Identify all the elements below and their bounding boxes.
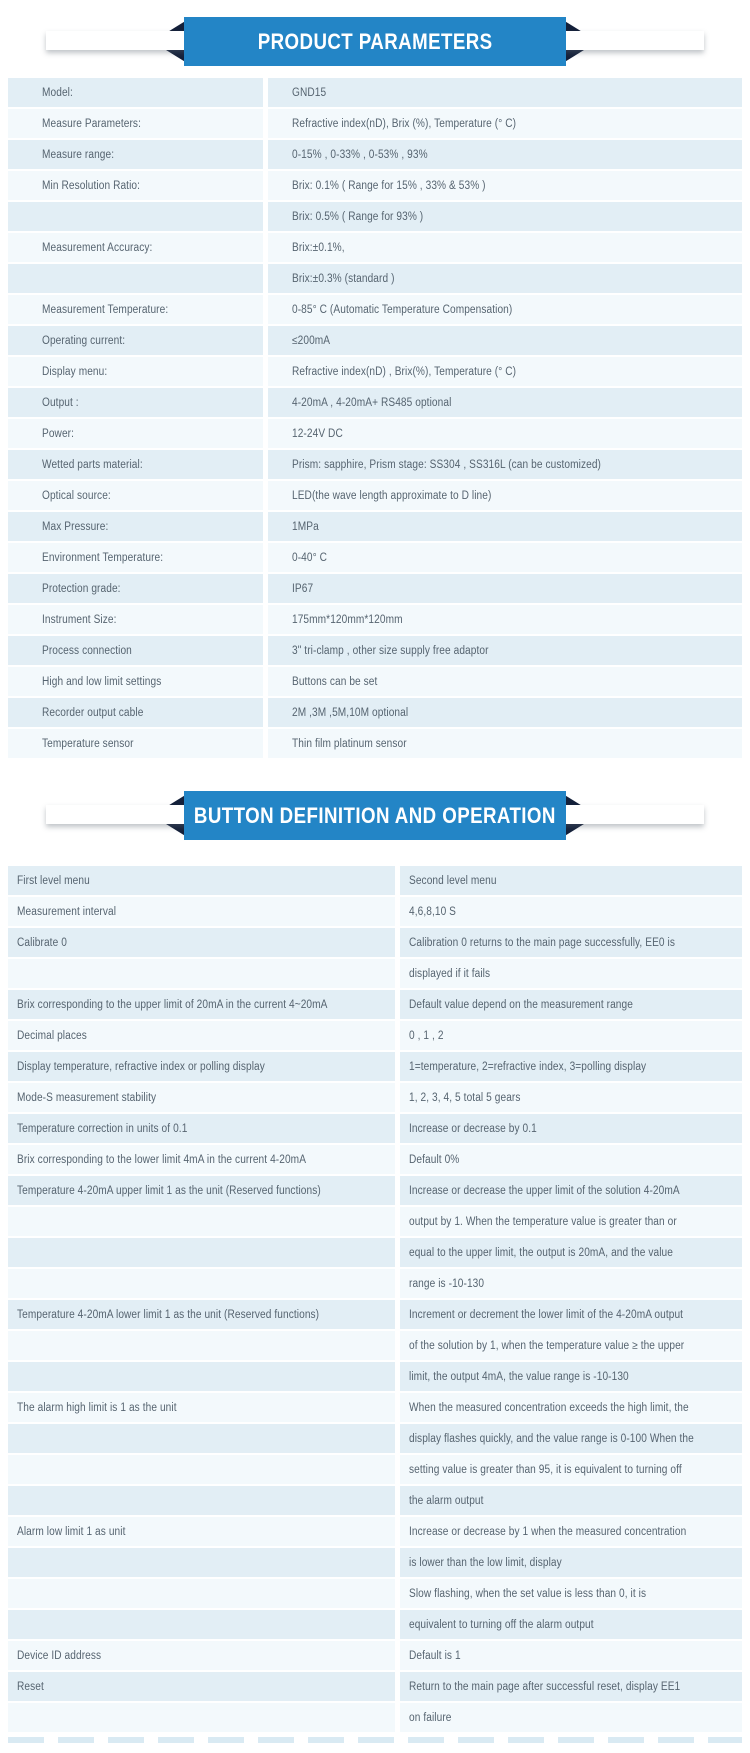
product-parameters-table [0,78,750,758]
table-cell-right [400,1610,742,1639]
row-label: Alarm low limit 1 as unit [17,1525,126,1538]
row-value: ≤200mA [292,334,331,347]
table-cell-left [8,866,395,895]
row-value: Calibration 0 returns to the main page successfully, EE0 is [409,936,676,949]
table-row [8,233,742,262]
table-row [8,1703,742,1732]
row-label: Device ID address [17,1649,102,1662]
table-cell-right [400,1579,742,1608]
row-value: GND15 [292,86,327,99]
table-cell-right [268,140,742,169]
row-value: Brix: 0.5% ( Range for 93% ) [292,210,424,223]
table-cell-left [8,1300,395,1329]
row-label: Max Pressure: [42,520,109,533]
table-cell-left [8,1393,395,1422]
table-cell-left [8,1238,395,1267]
table-cell-right [400,1393,742,1422]
table-cell-right [400,1703,742,1732]
row-value: Brix:±0.1%, [292,241,345,254]
row-value: 0-15% , 0-33% , 0-53% , 93% [292,148,428,161]
table-row [8,78,742,107]
table-cell-right [400,897,742,926]
table-cell-right [400,1517,742,1546]
table-row [8,171,742,200]
table-cell-left [8,897,395,926]
table-cell-left [8,78,263,107]
row-label: Recorder output cable [42,706,144,719]
table-cell-left [8,1486,395,1515]
row-label: Protection grade: [42,582,121,595]
table-cell-left [8,388,263,417]
row-label: Wetted parts material: [42,458,143,471]
table-cell-right [268,698,742,727]
clipped-row-strip [8,1737,742,1743]
table-cell-left [8,667,263,696]
table-cell-right [268,574,742,603]
row-value: 1=temperature, 2=refractive index, 3=polling display [409,1060,647,1073]
table-row [8,543,742,572]
table-cell-right [400,990,742,1019]
table-row [8,897,742,926]
table-row [8,866,742,895]
table-cell-right [268,233,742,262]
table-cell-left [8,202,263,231]
table-row [8,109,742,138]
table-cell-left [8,1517,395,1546]
table-row [8,698,742,727]
table-cell-left [8,1207,395,1236]
row-value: 0-40° C [292,551,328,564]
table-row [8,202,742,231]
table-row [8,512,742,541]
row-label: Output : [42,396,79,409]
product-parameters-banner [0,17,750,66]
table-cell-left [8,171,263,200]
row-label: Brix corresponding to the lower limit 4mA in the current 4-20mA [17,1153,307,1166]
table-row [8,450,742,479]
row-value: Return to the main page after successful reset, display EE1 [409,1680,681,1693]
table-cell-right [400,928,742,957]
table-row [8,1486,742,1515]
table-cell-right [400,1362,742,1391]
table-cell-right [268,109,742,138]
row-label: Display menu: [42,365,108,378]
table-cell-left [8,450,263,479]
table-cell-left [8,1331,395,1360]
row-label: Instrument Size: [42,613,117,626]
table-row [8,1672,742,1701]
table-row [8,1362,742,1391]
table-row [8,667,742,696]
table-cell-right [268,326,742,355]
table-row [8,1331,742,1360]
table-row [8,1238,742,1267]
table-cell-left [8,1579,395,1608]
table-cell-right [400,959,742,988]
table-cell-left [8,1083,395,1112]
table-cell-left [8,1362,395,1391]
row-label: First level menu [17,874,90,887]
banner-plate [184,17,566,66]
row-value: range is -10-130 [409,1277,485,1290]
row-value: Default is 1 [409,1649,461,1662]
row-value: Slow flashing, when the set value is less than 0, it is [409,1587,647,1600]
row-value: Brix:±0.3% (standard ) [292,272,395,285]
row-value: 0-85° C (Automatic Temperature Compensation) [292,303,513,316]
table-row [8,326,742,355]
row-label: The alarm high limit is 1 as the unit [17,1401,177,1414]
row-label: Display temperature, refractive index or polling display [17,1060,265,1073]
row-value: Brix: 0.1% ( Range for 15% , 33% & 53% ) [292,179,486,192]
table-cell-left [8,1176,395,1205]
row-label: Measurement Temperature: [42,303,169,316]
row-label: Brix corresponding to the upper limit of 20mA in the current 4~20mA [17,998,328,1011]
row-value: equal to the upper limit, the output is 20mA, and the value [409,1246,673,1259]
row-value: Buttons can be set [292,675,378,688]
table-cell-left [8,419,263,448]
table-row [8,1548,742,1577]
table-cell-left [8,928,395,957]
row-label: Environment Temperature: [42,551,164,564]
table-row [8,1269,742,1298]
table-cell-left [8,481,263,510]
table-cell-right [400,1207,742,1236]
table-row [8,1300,742,1329]
table-cell-right [400,1176,742,1205]
table-cell-left [8,990,395,1019]
table-row [8,1393,742,1422]
row-label: Decimal places [17,1029,87,1042]
row-value: output by 1. When the temperature value is greater than or [409,1215,677,1228]
row-value: Refractive index(nD), Brix (%), Temperature (° C) [292,117,517,130]
table-cell-left [8,605,263,634]
row-value: Prism: sapphire, Prism stage: SS304 , SS316L (can be customized) [292,458,602,471]
table-row [8,264,742,293]
table-cell-right [400,1114,742,1143]
table-cell-right [400,1052,742,1081]
row-value: the alarm output [409,1494,484,1507]
table-cell-left [8,1672,395,1701]
button-definition-table [0,866,750,1732]
row-value: Refractive index(nD) , Brix(%), Temperature (° C) [292,365,517,378]
table-cell-left [8,512,263,541]
table-cell-right [268,605,742,634]
row-value: 4,6,8,10 S [409,905,457,918]
row-label: Model: [42,86,73,99]
row-value: Increment or decrement the lower limit of the 4-20mA output [409,1308,684,1321]
row-label: Operating current: [42,334,126,347]
table-cell-right [268,450,742,479]
row-label: Calibrate 0 [17,936,67,949]
table-cell-left [8,140,263,169]
table-cell-left [8,1455,395,1484]
table-row [8,1641,742,1670]
table-cell-left [8,1703,395,1732]
row-value: Default 0% [409,1153,460,1166]
row-label: Temperature sensor [42,737,134,750]
table-row [8,295,742,324]
table-cell-left [8,959,395,988]
table-cell-left [8,1424,395,1453]
table-cell-right [400,866,742,895]
table-cell-right [400,1548,742,1577]
table-cell-right [400,1486,742,1515]
table-cell-left [8,1548,395,1577]
table-row [8,419,742,448]
table-row [8,574,742,603]
row-value: Default value depend on the measurement range [409,998,633,1011]
banner-plate [184,791,566,840]
table-cell-right [268,419,742,448]
table-cell-left [8,233,263,262]
row-label: Measure range: [42,148,115,161]
banner-title: BUTTON DEFINITION AND OPERATION [194,802,556,828]
row-value: 1MPa [292,520,319,533]
table-cell-left [8,729,263,758]
row-value: on failure [409,1711,452,1724]
table-row [8,1114,742,1143]
table-cell-left [8,357,263,386]
row-value: LED(the wave length approximate to D line) [292,489,492,502]
table-row [8,636,742,665]
row-label: Measurement interval [17,905,117,918]
table-cell-right [268,667,742,696]
row-value: 4-20mA , 4-20mA+ RS485 optional [292,396,452,409]
table-cell-left [8,574,263,603]
table-row [8,605,742,634]
table-cell-left [8,109,263,138]
table-row [8,388,742,417]
table-row [8,1083,742,1112]
table-cell-right [400,1300,742,1329]
row-value: Increase or decrease by 0.1 [409,1122,537,1135]
table-cell-left [8,636,263,665]
row-label: Temperature 4-20mA upper limit 1 as the unit (Reserved functions) [17,1184,321,1197]
table-cell-right [400,1083,742,1112]
table-cell-left [8,1641,395,1670]
table-cell-right [400,1145,742,1174]
row-value: display flashes quickly, and the value range is 0-100 When the [409,1432,694,1445]
table-row [8,1610,742,1639]
table-row [8,1145,742,1174]
table-row [8,1424,742,1453]
table-row [8,140,742,169]
row-value: Increase or decrease by 1 when the measured concentration [409,1525,687,1538]
row-label: Measurement Accuracy: [42,241,153,254]
row-value: displayed if it fails [409,967,491,980]
row-label: Reset [17,1680,44,1693]
table-cell-left [8,1610,395,1639]
table-cell-right [268,729,742,758]
table-cell-left [8,698,263,727]
row-label: Optical source: [42,489,111,502]
table-cell-right [400,1672,742,1701]
table-row [8,1455,742,1484]
row-value: setting value is greater than 95, it is equivalent to turning off [409,1463,682,1476]
table-row [8,1176,742,1205]
table-cell-left [8,543,263,572]
table-cell-right [268,636,742,665]
table-cell-left [8,1114,395,1143]
table-row [8,928,742,957]
row-value: 3" tri-clamp , other size supply free adaptor [292,644,489,657]
row-label: Measure Parameters: [42,117,141,130]
table-cell-right [400,1455,742,1484]
table-row [8,481,742,510]
row-value: 1, 2, 3, 4, 5 total 5 gears [409,1091,521,1104]
banner-title: PRODUCT PARAMETERS [257,28,493,54]
table-cell-right [268,388,742,417]
table-cell-right [268,295,742,324]
row-value: is lower than the low limit, display [409,1556,562,1569]
table-cell-left [8,1145,395,1174]
row-value: limit, the output 4mA, the value range is -10-130 [409,1370,629,1383]
table-cell-right [400,1021,742,1050]
row-label: Process connection [42,644,132,657]
table-cell-left [8,295,263,324]
row-value: of the solution by 1, when the temperature value ≥ the upper [409,1339,685,1352]
row-value: 175mm*120mm*120mm [292,613,403,626]
table-row [8,357,742,386]
table-cell-left [8,1021,395,1050]
table-row [8,1207,742,1236]
row-value: 12-24V DC [292,427,343,440]
table-cell-right [400,1238,742,1267]
row-label: Min Resolution Ratio: [42,179,141,192]
row-value: 0 , 1 , 2 [409,1029,444,1042]
table-row [8,729,742,758]
table-cell-right [268,481,742,510]
table-cell-right [268,512,742,541]
table-cell-left [8,1269,395,1298]
button-definition-banner [0,791,750,840]
row-value: IP67 [292,582,314,595]
row-label: Mode-S measurement stability [17,1091,157,1104]
table-cell-right [268,543,742,572]
table-cell-right [400,1424,742,1453]
table-cell-left [8,1052,395,1081]
row-value: When the measured concentration exceeds the high limit, the [409,1401,689,1414]
table-cell-right [268,78,742,107]
table-cell-left [8,326,263,355]
row-label: Power: [42,427,75,440]
table-cell-right [400,1641,742,1670]
table-cell-right [268,357,742,386]
row-label: High and low limit settings [42,675,162,688]
table-cell-right [400,1331,742,1360]
table-cell-left [8,264,263,293]
table-cell-right [268,171,742,200]
row-label: Temperature correction in units of 0.1 [17,1122,188,1135]
table-row [8,959,742,988]
table-row [8,1517,742,1546]
row-value: Second level menu [409,874,497,887]
table-cell-right [268,264,742,293]
row-label: Temperature 4-20mA lower limit 1 as the unit (Reserved functions) [17,1308,320,1321]
table-cell-right [268,202,742,231]
row-value: Increase or decrease the upper limit of the solution 4-20mA [409,1184,680,1197]
table-row [8,1021,742,1050]
row-value: Thin film platinum sensor [292,737,407,750]
row-value: 2M ,3M ,5M,10M optional [292,706,409,719]
table-row [8,990,742,1019]
table-row [8,1579,742,1608]
table-row [8,1052,742,1081]
row-value: equivalent to turning off the alarm output [409,1618,594,1631]
table-cell-right [400,1269,742,1298]
